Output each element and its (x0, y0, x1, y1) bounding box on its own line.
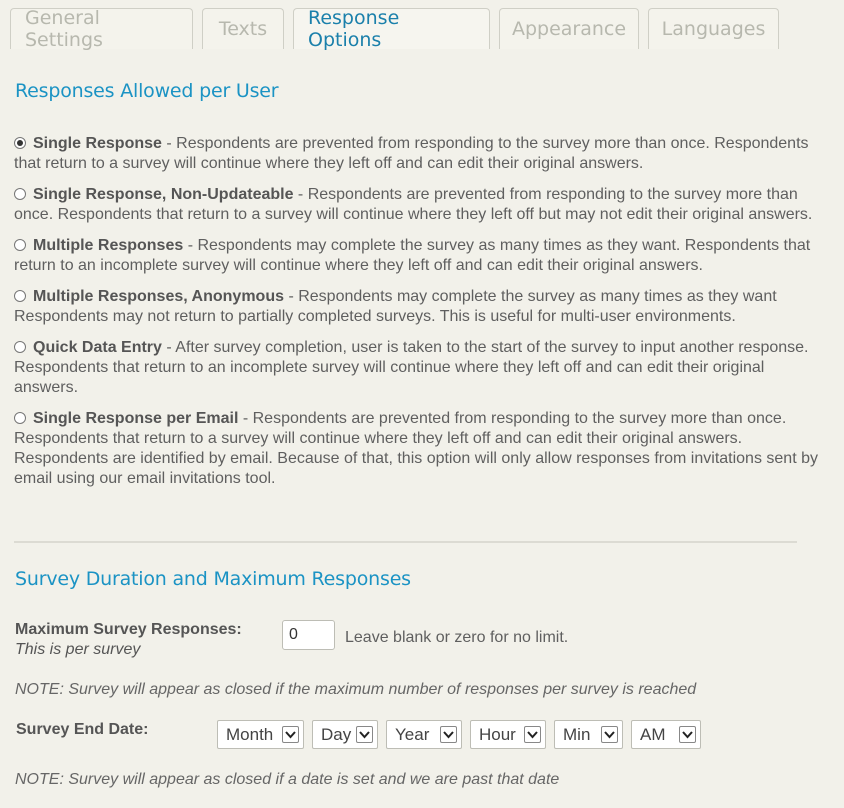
end-date-label: Survey End Date: (16, 721, 149, 738)
min-select[interactable] (554, 720, 623, 749)
response-options-list (14, 134, 829, 500)
radio-single-response[interactable] (14, 137, 26, 149)
note-max-responses: NOTE: Survey will appear as closed if the maximum number of responses per survey is reached (15, 681, 697, 698)
chevron-down-icon[interactable] (282, 726, 299, 743)
option-multiple-responses-anonymous[interactable] (14, 287, 829, 327)
option-name: Single Response per Email (33, 410, 239, 427)
chevron-down-icon[interactable] (440, 726, 457, 743)
option-description: - Respondents are prevented from responding to the survey more than once. Respondents that return to a survey will continue where they left off but may not edit their original answers. (14, 186, 813, 223)
ampm-select-value: AM (640, 724, 666, 744)
tab-bar (10, 8, 779, 51)
option-description: - After survey completion, user is taken to the start of the survey to input another response. Respondents that return to an incomplete survey will continue where they left off and can edit their original answers. (14, 339, 809, 396)
hour-select-value: Hour (479, 724, 516, 744)
tab-response-options[interactable]: Response Options (293, 8, 490, 49)
option-name: Multiple Responses (33, 237, 184, 254)
option-name: Quick Data Entry (33, 339, 162, 356)
tab-texts[interactable]: Texts (202, 8, 284, 49)
month-select[interactable] (217, 720, 304, 749)
option-name: Single Response (33, 135, 162, 152)
note-end-date: NOTE: Survey will appear as closed if a date is set and we are past that date (15, 771, 560, 788)
section-divider (14, 541, 797, 543)
option-quick-data-entry[interactable] (14, 338, 829, 398)
chevron-down-icon[interactable] (601, 726, 618, 743)
chevron-down-icon[interactable] (356, 726, 373, 743)
responses-section-title: Responses Allowed per User (15, 80, 279, 102)
radio-multiple-responses-anonymous[interactable] (14, 290, 26, 302)
day-select[interactable] (312, 720, 378, 749)
tab-appearance[interactable]: Appearance (499, 8, 639, 49)
tab-general-settings[interactable]: General Settings (10, 8, 193, 49)
max-responses-input[interactable] (282, 620, 335, 650)
option-description: - Respondents are prevented from responding to the survey more than once. Respondents that return to a survey will continue where they left off and can edit their original answers. (14, 135, 809, 172)
radio-quick-data-entry[interactable] (14, 341, 26, 353)
radio-single-response-non-updateable[interactable] (14, 188, 26, 200)
option-name: Single Response, Non-Updateable (33, 186, 294, 203)
max-responses-label: Maximum Survey Responses: (15, 621, 242, 638)
option-single-response-non-updateable[interactable] (14, 185, 829, 225)
max-responses-hint: Leave blank or zero for no limit. (345, 629, 569, 646)
ampm-select[interactable] (631, 720, 701, 749)
duration-section-title: Survey Duration and Maximum Responses (15, 568, 411, 590)
max-responses-sublabel: This is per survey (15, 641, 141, 658)
radio-multiple-responses[interactable] (14, 239, 26, 251)
year-select-value: Year (395, 724, 430, 744)
year-select[interactable] (386, 720, 462, 749)
option-single-response[interactable] (14, 134, 829, 174)
option-description: - Respondents are prevented from responding to the survey more than once. Respondents that return to a survey will continue where they left off and can edit their original answers. Respondents are identified by email. Because of that, this option will only allow responses from invitations sent by email using our email invitations tool. (14, 410, 818, 487)
hour-select[interactable] (470, 720, 546, 749)
min-select-value: Min (563, 724, 591, 744)
option-description: - Respondents may complete the survey as many times as they want. Respondents that return to an incomplete survey will continue where they left off and can edit their original answers. (14, 237, 811, 274)
end-date-selects (217, 720, 709, 749)
month-select-value: Month (226, 724, 274, 744)
tab-languages[interactable]: Languages (648, 8, 779, 49)
radio-single-response-per-email[interactable] (14, 412, 26, 424)
option-description: - Respondents may complete the survey as many times as they want Respondents may not return to partially completed surveys. This is useful for multi-user environments. (14, 288, 777, 325)
chevron-down-icon[interactable] (524, 726, 541, 743)
option-multiple-responses[interactable] (14, 236, 829, 276)
chevron-down-icon[interactable] (679, 726, 696, 743)
option-name: Multiple Responses, Anonymous (33, 288, 284, 305)
day-select-value: Day (321, 724, 352, 744)
option-single-response-per-email[interactable] (14, 409, 829, 489)
